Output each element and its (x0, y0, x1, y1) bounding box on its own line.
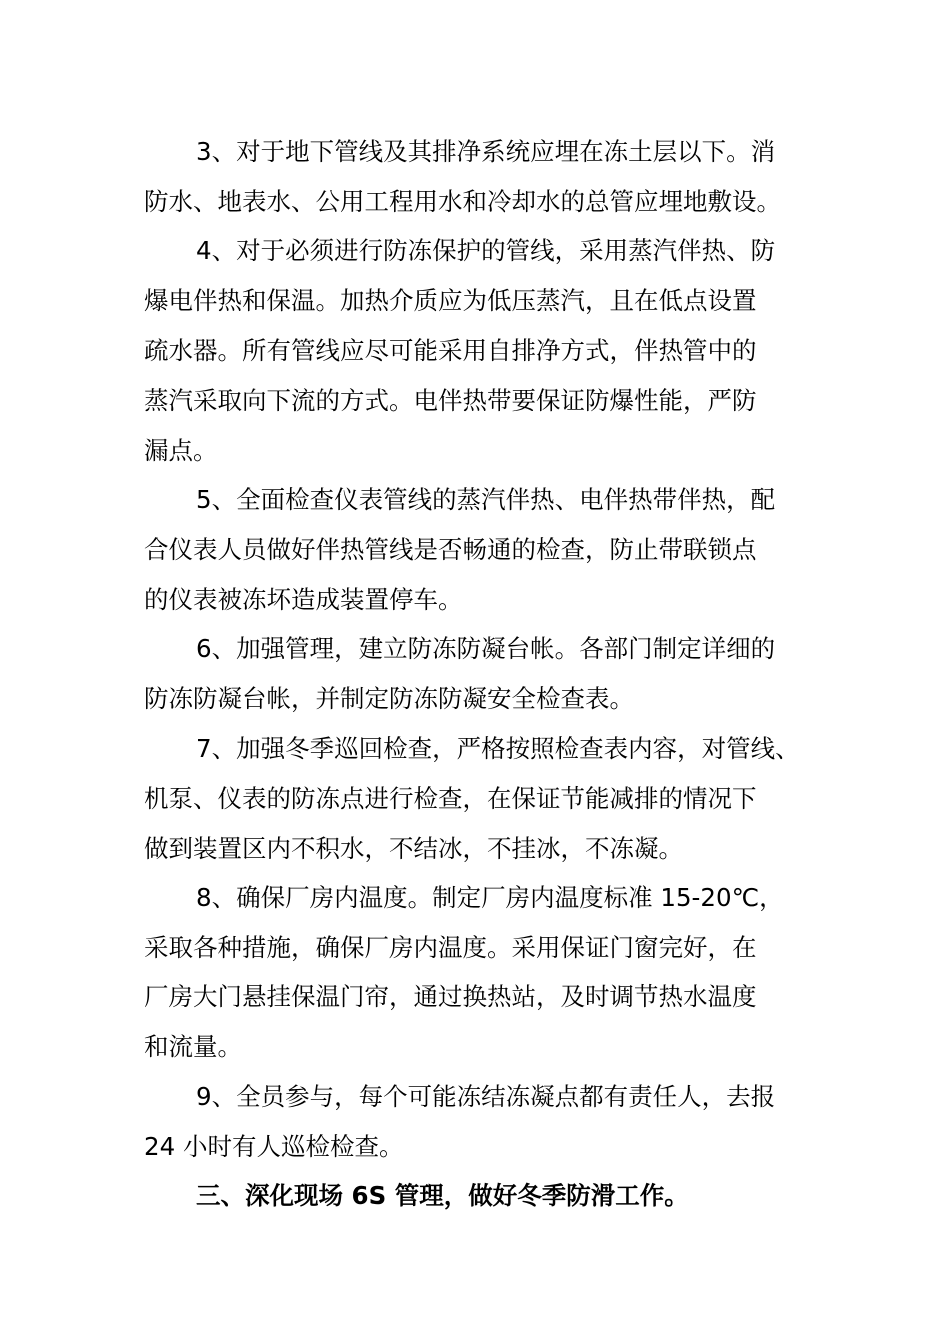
text-line-8: 5、全面检查仪表管线的蒸汽伴热、电伴热带伴热，配 (196, 485, 776, 514)
text-line-12: 防冻防凝台帐，并制定防冻防凝安全检查表。 (144, 684, 634, 713)
text-line-2: 防水、地表水、公用工程用水和冷却水的总管应埋地敷设。 (144, 187, 781, 216)
text-line-5: 疏水器。所有管线应尽可能采用自排净方式，伴热管中的 (144, 336, 757, 365)
text-line-15: 做到装置区内不积水，不结冰，不挂冰，不冻凝。 (144, 834, 683, 863)
text-line-11: 6、加强管理，建立防冻防凝台帐。各部门制定详细的 (196, 634, 776, 663)
section-heading: 三、深化现场 6S 管理，做好冬季防滑工作。 (196, 1181, 689, 1210)
text-line-3: 4、对于必须进行防冻保护的管线，采用蒸汽伴热、防 (196, 236, 776, 265)
text-line-16: 8、确保厂房内温度。制定厂房内温度标准 15-20℃， (196, 883, 784, 912)
text-line-14: 机泵、仪表的防冻点进行检查，在保证节能减排的情况下 (144, 784, 757, 813)
text-line-17: 采取各种措施，确保厂房内温度。采用保证门窗完好，在 (144, 933, 757, 962)
text-line-20: 9、全员参与，每个可能冻结冻凝点都有责任人，去报 (196, 1082, 776, 1111)
text-line-19: 和流量。 (144, 1032, 242, 1061)
text-line-7: 漏点。 (144, 436, 218, 465)
text-line-10: 的仪表被冻坏造成装置停车。 (144, 585, 463, 614)
text-line-4: 爆电伴热和保温。加热介质应为低压蒸汽，且在低点设置 (144, 286, 757, 315)
text-line-21: 24 小时有人巡检检查。 (144, 1132, 404, 1161)
text-line-18: 厂房大门悬挂保温门帘，通过换热站，及时调节热水温度 (144, 982, 757, 1011)
text-line-9: 合仪表人员做好伴热管线是否畅通的检查，防止带联锁点 (144, 535, 757, 564)
text-line-13: 7、加强冬季巡回检查，严格按照检查表内容，对管线、 (196, 734, 800, 763)
text-line-6: 蒸汽采取向下流的方式。电伴热带要保证防爆性能，严防 (144, 386, 757, 415)
text-line-1: 3、对于地下管线及其排净系统应埋在冻土层以下。消 (196, 137, 776, 166)
